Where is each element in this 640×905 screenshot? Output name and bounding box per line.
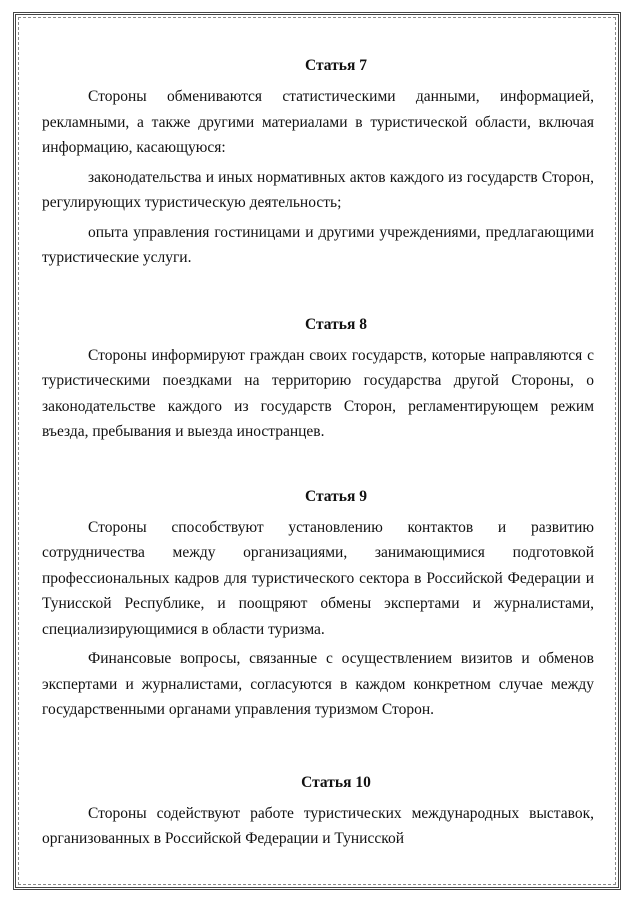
- article-heading: Статья 7: [305, 57, 367, 74]
- article-heading: Статья 8: [305, 315, 367, 333]
- document-body: [42, 56, 594, 852]
- article-9: [42, 487, 594, 723]
- article-heading: Статья 9: [305, 487, 367, 505]
- article-paragraph: Стороны обмениваются статистическими данными, информацией, рекламными, а также другими материалами в туристической области, включая информацию, касающуюся:: [42, 88, 594, 156]
- article-paragraph: Стороны содействуют работе туристических международных выставок, организованных в Российской Федерации и Тунисской: [42, 804, 594, 847]
- article-paragraph: опыта управления гостиницами и другими учреждениями, предлагающими туристические услуги.: [42, 223, 594, 266]
- article-7: [42, 56, 594, 271]
- article-heading: Статья 10: [301, 773, 371, 791]
- article-10: [42, 773, 594, 852]
- article-8: [42, 315, 594, 445]
- article-paragraph: Финансовые вопросы, связанные с осуществлением визитов и обменов экспертами и журналистами, согласуются в каждом конкретном случае между государственными органами управления туризмом Сторон.: [42, 650, 594, 718]
- article-paragraph: Стороны способствуют установлению контактов и развитию сотрудничества между организациями, занимающимися подготовкой профессиональных кадров для туристического сектора в Российской Федерации и Тунисской Республике, и поощряют обмены экспертами и журналистами, специализирующимися в области туризма.: [42, 518, 594, 638]
- article-paragraph: Стороны информируют граждан своих государств, которые направляются с туристическими поездками на территорию государства другой Стороны, о законодательстве каждого из государств Сторон, регламентирующем режим въезда, пребывания и выезда иностранцев.: [42, 346, 594, 440]
- article-paragraph: законодательства и иных нормативных актов каждого из государств Сторон, регулирующих туристическую деятельность;: [42, 168, 594, 211]
